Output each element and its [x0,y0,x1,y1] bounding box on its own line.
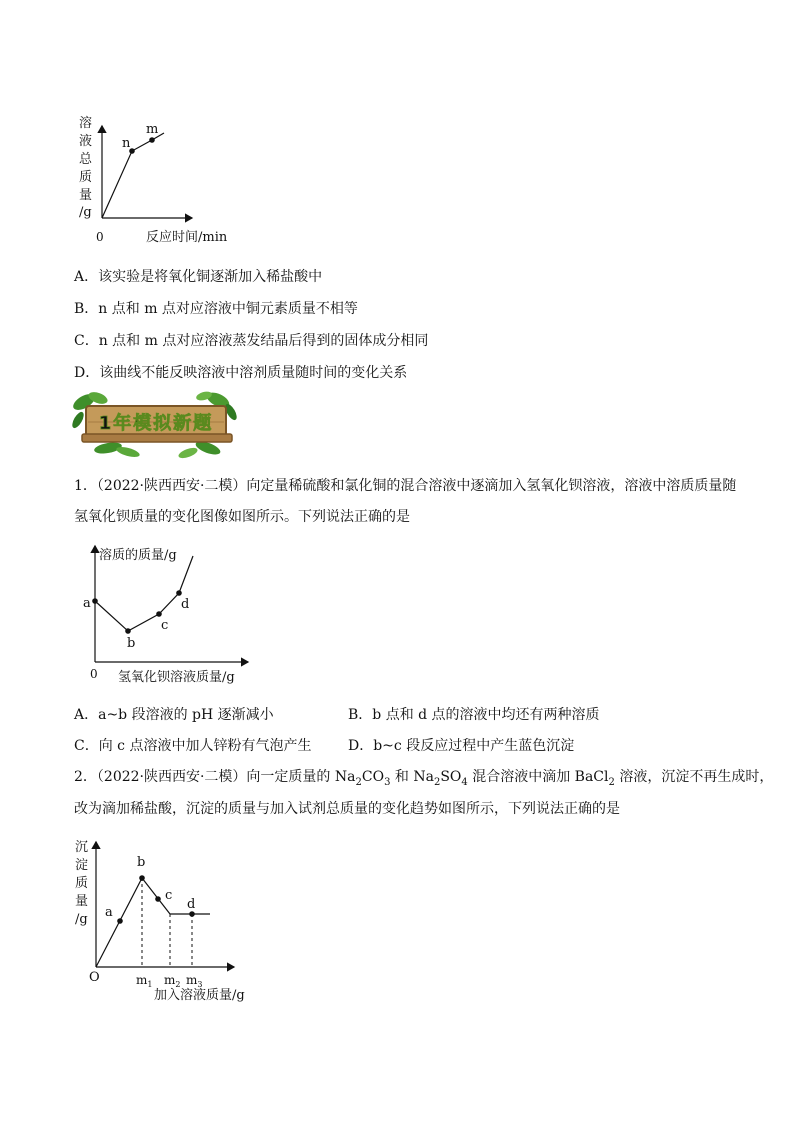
q1-chart [76,540,256,690]
y-label-4: 质 [79,170,93,185]
y-label-6: /g [79,205,92,220]
origin-label: 0 [96,230,104,244]
x-axis-label: 氢氧化钡溶液质量/g [118,670,235,685]
curve [96,878,210,967]
q1-stem-line2: 氢氧化钡质量的变化图像如图所示。下列说法正确的是 [74,509,410,525]
q2-stem-line2: 改为滴加稀盐酸，沉淀的质量与加入试剂总质量的变化趋势如图所示，下列说法正确的是 [74,801,620,817]
y-label-2: 液 [79,134,93,149]
tick-m1: $m_1$ [136,973,153,989]
q1-option-d: D．b~c 段反应过程中产生蓝色沉淀 [348,738,575,754]
label-d: d [187,897,196,912]
point-d [189,911,195,917]
x-axis-label: 加入溶液质量/g [154,988,245,1003]
figure-solution-mass-vs-time [70,112,270,247]
q1-option-a: A．a~b 段溶液的 pH 逐渐减小 [74,707,274,723]
banner-title: 1年模拟新题 [98,413,214,434]
label-a: a [83,596,91,611]
point-c [156,611,162,617]
label-d: d [181,597,190,612]
point-m [149,137,155,143]
curve [102,133,164,218]
point-b [139,875,145,881]
y-label-1: 溶 [79,116,93,131]
point-c [155,896,161,902]
label-b: b [137,855,146,870]
prev-option-d: D．该曲线不能反映溶液中溶剂质量随时间的变化关系 [74,365,408,381]
point-a [92,598,98,604]
y-axis-label: 溶质的质量/g [99,548,177,563]
label-c: c [165,888,173,903]
label-m: m [146,122,159,137]
y-label-3: 质 [75,876,89,891]
point-d [176,590,182,596]
prev-option-a: A．该实验是将氧化铜逐渐加入稀盐酸中 [74,269,323,285]
label-c: c [161,618,169,633]
q1-option-b: B．b 点和 d 点的溶液中均还有两种溶质 [348,707,600,723]
y-label-4: 量 [75,894,89,909]
y-label-3: 总 [79,152,93,167]
point-a [117,918,123,924]
prev-option-b: B．n 点和 m 点对应溶液中铜元素质量不相等 [74,301,358,317]
y-label-1: 沉 [75,840,89,855]
y-label-5: 量 [79,188,93,203]
q1-stem-line1: 1．（2022·陕西西安·二模）向定量稀硫酸和氯化铜的混合溶液中逐滴加入氢氧化钡溶液，溶液中溶质质量随 [74,478,737,494]
y-label-5: /g [75,912,88,927]
section-banner [68,390,240,460]
tick-m2: $m_2$ [164,973,181,989]
prev-option-c: C．n 点和 m 点对应溶液蒸发结晶后得到的固体成分相同 [74,333,429,349]
y-label-2: 淀 [75,858,89,873]
label-n: n [122,136,131,151]
q2-stem-line1: 2．（2022·陕西西安·二模）向一定质量的 $Na_2CO_3$ 和 $Na_2SO_4$ 混合溶液中滴加 BaCl$_2$ 溶液，沉淀不再生成时， [74,769,774,788]
q1-option-c: C．向 c 点溶液中加人锌粉有气泡产生 [74,738,312,754]
origin-label: 0 [90,667,98,681]
tick-m3: $m_3$ [186,973,203,989]
label-a: a [105,905,113,920]
x-axis-label: 反应时间/min [146,230,228,245]
origin-label: O [89,970,100,985]
q2-chart [70,836,250,1006]
point-b [125,628,131,634]
label-b: b [127,636,136,651]
